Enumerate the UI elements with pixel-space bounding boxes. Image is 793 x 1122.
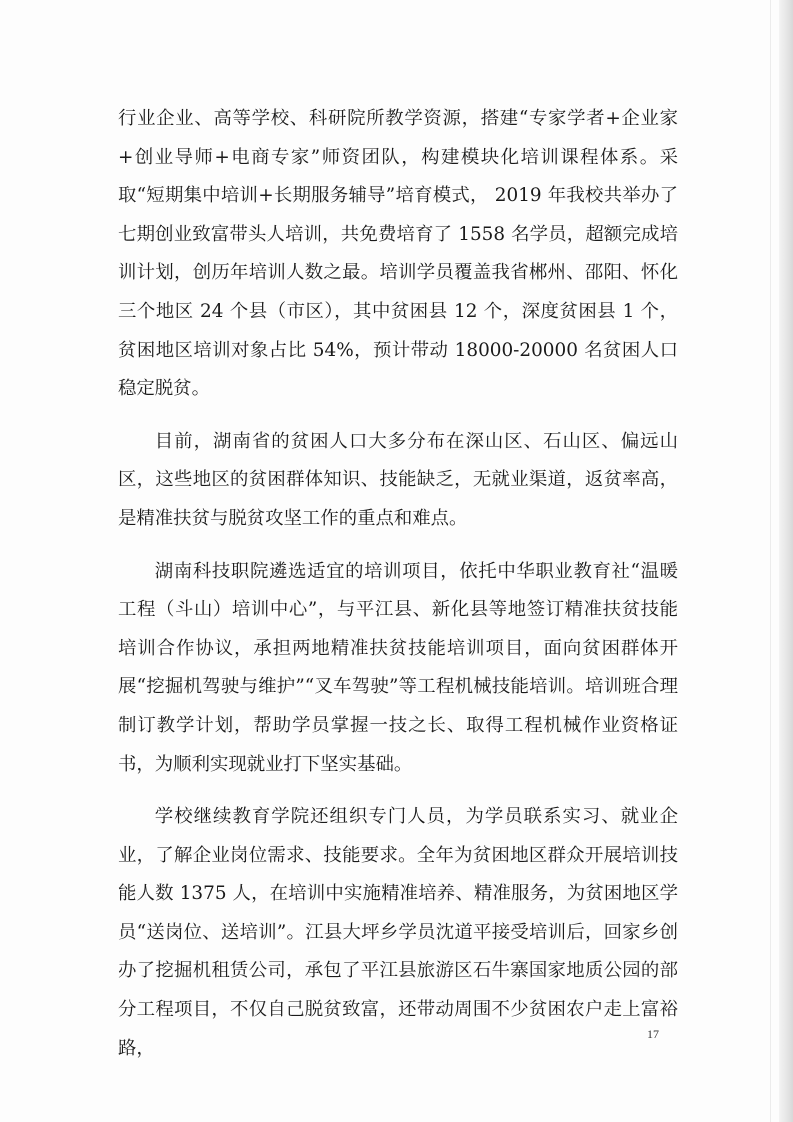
paragraph: 目前，湖南省的贫困人口大多分布在深山区、石山区、偏远山区，这些地区的贫困群体知识、技能缺乏，无就业渠道，返贫率高，是精准扶贫与脱贫攻坚工作的重点和难点。 [118, 430, 678, 529]
body-text [118, 100, 678, 1068]
page-number: 17 [647, 1027, 659, 1041]
scan-shadow-line [770, 0, 771, 1122]
paragraph: 湖南科技职院遴选适宜的培训项目，依托中华职业教育社“温暖工程（斗山）培训中心”，与平江县、新化县等地签订精准扶贫技能培训合作协议，承担两地精准扶贫技能培训项目，面向贫困群体开展“挖掘机驾驶与维护”“叉车驾驶”等工程机械技能培训。培训班合理制订教学计划，帮助学员掌握一技之长、取得工程机械作业资格证书，为顺利实现就业打下坚实基础。 [118, 560, 678, 775]
scan-edge [779, 0, 793, 1122]
paragraph-continued: 行业企业、高等学校、科研院所教学资源，搭建“专家学者+企业家+创业导师+电商专家”师资团队，构建模块化培训课程体系。采取“短期集中培训+长期服务辅导”培育模式， 2019 年我校共举办了七期创业致富带头人培训，共免费培育了 1558 名学员，超额完成培训计划，创历年培训人数之最。培训学员覆盖我省郴州、邵阳、怀化三个地区 24 个县（市区），其中贫困县 12 个，深度贫困县 1 个，贫困地区培训对象占比 54%，预计带动 18000-20000 名贫困人口稳定脱贫。 [118, 108, 678, 400]
paragraph: 学校继续教育学院还组织专门人员，为学员联系实习、就业企业，了解企业岗位需求、技能要求。全年为贫困地区群众开展培训技能人数 1375 人，在培训中实施精准培养、精准服务，为贫困地区学员“送岗位、送培训”。江县大坪乡学员沈道平接受培训后，回家乡创办了挖掘机租赁公司，承包了平江县旅游区石牛寨国家地质公园的部分工程项目，不仅自己脱贫致富，还带动周围不少贫困农户走上富裕路， [118, 806, 678, 1059]
